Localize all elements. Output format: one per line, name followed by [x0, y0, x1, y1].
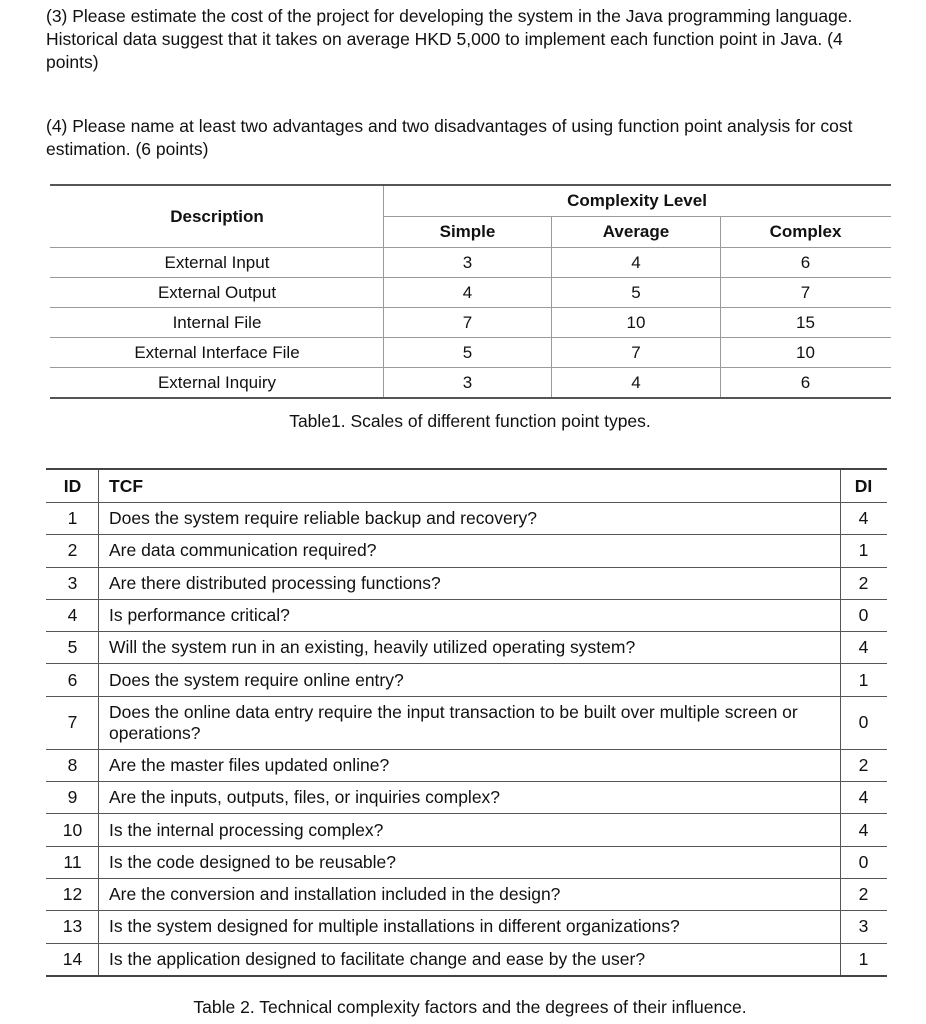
table-row — [47, 749, 887, 781]
question-4-text: (4) Please name at least two advantages and two disadvantages of using function point analysis for cost estimation. (6 points) — [46, 116, 853, 159]
header-tcf: TCF — [99, 469, 841, 503]
tcf-question: Are the inputs, outputs, files, or inquiries complex? — [99, 782, 841, 814]
header-simple: Simple — [384, 217, 552, 248]
tcf-di-value: 0 — [841, 599, 887, 631]
table-row — [47, 599, 887, 631]
header-di: DI — [841, 469, 887, 503]
fp-simple-value: 3 — [384, 248, 552, 278]
fp-average-value: 4 — [552, 248, 721, 278]
header-complexity-level: Complexity Level — [384, 185, 891, 217]
tcf-id: 1 — [47, 503, 99, 535]
table-row — [47, 846, 887, 878]
header-description: Description — [51, 185, 384, 248]
table-row — [47, 632, 887, 664]
tcf-question: Are data communication required? — [99, 535, 841, 567]
table-row — [47, 535, 887, 567]
tcf-question: Is the system designed for multiple installations in different organizations? — [99, 911, 841, 943]
table-row — [51, 368, 891, 399]
table-row — [51, 338, 891, 368]
table-row — [47, 567, 887, 599]
fp-simple-value: 5 — [384, 338, 552, 368]
tcf-question: Are the master files updated online? — [99, 749, 841, 781]
tcf-id: 9 — [47, 782, 99, 814]
table-row — [47, 664, 887, 696]
tcf-question: Is performance critical? — [99, 599, 841, 631]
technical-complexity-table — [46, 468, 887, 977]
tcf-id: 5 — [47, 632, 99, 664]
fp-type-name: External Interface File — [51, 338, 384, 368]
fp-average-value: 5 — [552, 278, 721, 308]
tcf-di-value: 3 — [841, 911, 887, 943]
fp-type-name: External Input — [51, 248, 384, 278]
table-row — [47, 911, 887, 943]
fp-average-value: 7 — [552, 338, 721, 368]
fp-simple-value: 7 — [384, 308, 552, 338]
tcf-di-value: 4 — [841, 814, 887, 846]
tcf-id: 10 — [47, 814, 99, 846]
table-row — [51, 308, 891, 338]
table-row — [51, 278, 891, 308]
fp-complex-value: 7 — [721, 278, 891, 308]
function-point-scales-table — [50, 184, 891, 399]
tcf-di-value: 2 — [841, 878, 887, 910]
table-row — [47, 814, 887, 846]
tcf-di-value: 0 — [841, 696, 887, 749]
table-row — [51, 248, 891, 278]
table-row — [47, 943, 887, 976]
header-complex: Complex — [721, 217, 891, 248]
fp-type-name: External Output — [51, 278, 384, 308]
tcf-question: Are there distributed processing functions? — [99, 567, 841, 599]
fp-complex-value: 15 — [721, 308, 891, 338]
table-row — [47, 782, 887, 814]
table-row — [47, 696, 887, 749]
tcf-di-value: 1 — [841, 664, 887, 696]
tcf-di-value: 0 — [841, 846, 887, 878]
tcf-id: 3 — [47, 567, 99, 599]
fp-average-value: 10 — [552, 308, 721, 338]
tcf-id: 6 — [47, 664, 99, 696]
tcf-di-value: 1 — [841, 943, 887, 976]
fp-type-name: Internal File — [51, 308, 384, 338]
tcf-question: Does the online data entry require the input transaction to be built over multiple screen or operations? — [99, 696, 841, 749]
question-3-text: (3) Please estimate the cost of the project for developing the system in the Java programming language. Historical data suggest that it takes on average HKD 5,000 to implement each function point in Java. (4 points) — [46, 6, 853, 72]
tcf-id: 2 — [47, 535, 99, 567]
tcf-di-value: 2 — [841, 749, 887, 781]
tcf-di-value: 4 — [841, 632, 887, 664]
fp-complex-value: 6 — [721, 248, 891, 278]
tcf-question: Are the conversion and installation included in the design? — [99, 878, 841, 910]
tcf-question: Will the system run in an existing, heavily utilized operating system? — [99, 632, 841, 664]
fp-complex-value: 6 — [721, 368, 891, 399]
table-row — [47, 503, 887, 535]
tcf-id: 14 — [47, 943, 99, 976]
fp-simple-value: 3 — [384, 368, 552, 399]
fp-average-value: 4 — [552, 368, 721, 399]
tcf-question: Does the system require reliable backup and recovery? — [99, 503, 841, 535]
tcf-id: 11 — [47, 846, 99, 878]
header-average: Average — [552, 217, 721, 248]
tcf-di-value: 2 — [841, 567, 887, 599]
table2-caption: Table 2. Technical complexity factors and the degrees of their influence. — [193, 997, 747, 1017]
fp-complex-value: 10 — [721, 338, 891, 368]
table-row — [47, 878, 887, 910]
tcf-id: 13 — [47, 911, 99, 943]
fp-type-name: External Inquiry — [51, 368, 384, 399]
tcf-di-value: 4 — [841, 503, 887, 535]
table1-caption: Table1. Scales of different function point types. — [289, 411, 651, 431]
fp-simple-value: 4 — [384, 278, 552, 308]
tcf-id: 12 — [47, 878, 99, 910]
tcf-id: 7 — [47, 696, 99, 749]
tcf-question: Does the system require online entry? — [99, 664, 841, 696]
tcf-question: Is the internal processing complex? — [99, 814, 841, 846]
tcf-di-value: 1 — [841, 535, 887, 567]
tcf-id: 4 — [47, 599, 99, 631]
tcf-question: Is the code designed to be reusable? — [99, 846, 841, 878]
header-id: ID — [47, 469, 99, 503]
tcf-di-value: 4 — [841, 782, 887, 814]
tcf-question: Is the application designed to facilitate change and ease by the user? — [99, 943, 841, 976]
tcf-id: 8 — [47, 749, 99, 781]
